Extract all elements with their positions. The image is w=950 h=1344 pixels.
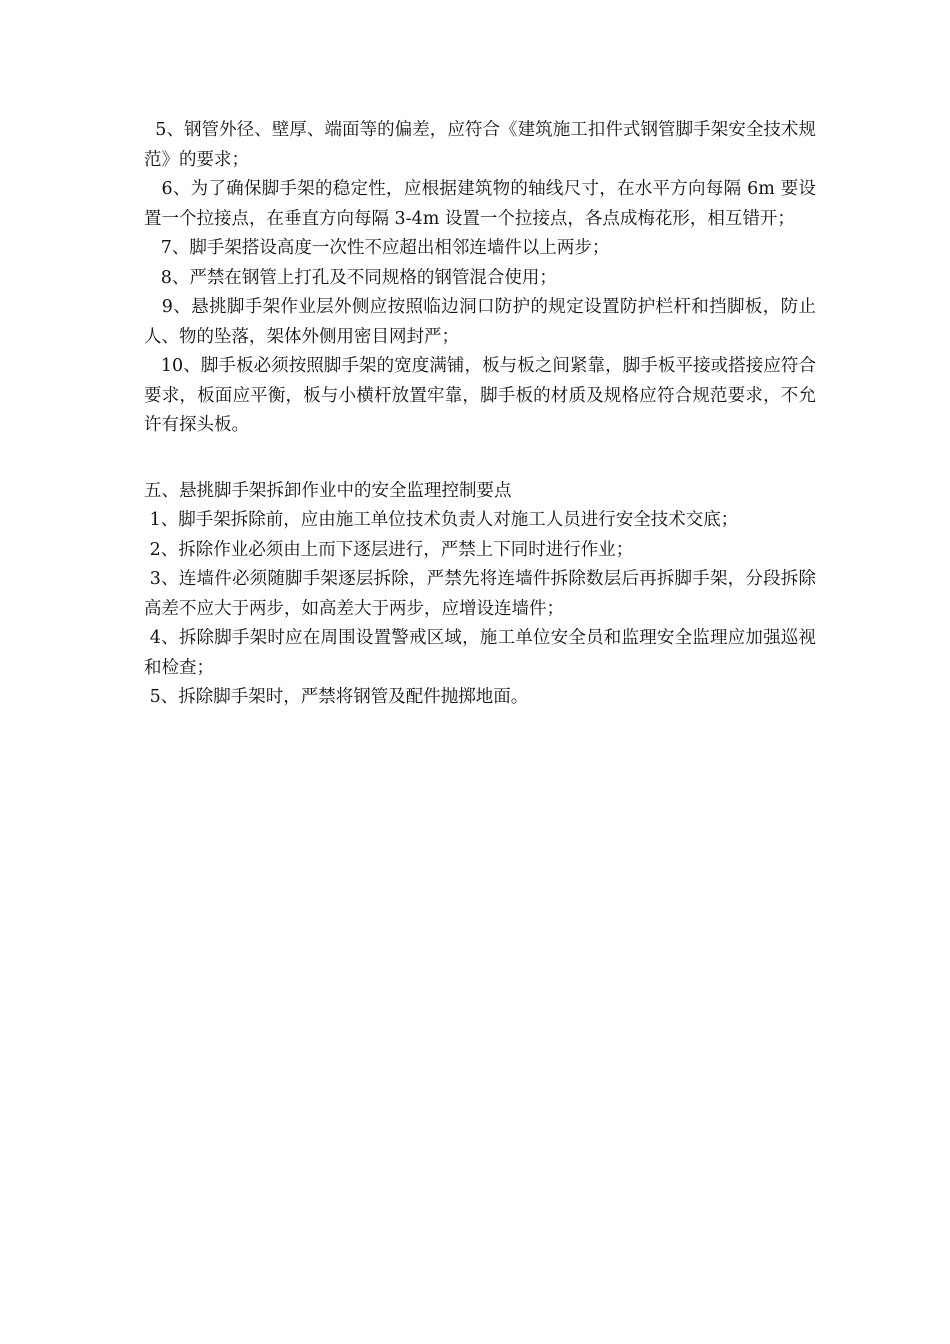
paragraph-dismantle-item-5: 5、拆除脚手架时，严禁将钢管及配件抛掷地面。 [144,687,529,707]
document-body [144,116,816,713]
paragraph-dismantle-item-1: 1、脚手架拆除前，应由施工单位技术负责人对施工人员进行安全技术交底； [144,510,739,530]
paragraph-item-6-tie-points: 6、为了确保脚手架的稳定性，应根据建筑物的轴线尺寸，在水平方向每隔 6m 要设置一个拉接点，在垂直方向每隔 3-4m 设置一个拉接点，各点成梅花形，相互错开； [144,179,816,229]
paragraph-dismantle-item-2: 2、拆除作业必须由上而下逐层进行，严禁上下同时进行作业； [144,539,634,560]
paragraph-item-7-height-limit: 7、脚手架搭设高度一次性不应超出相邻连墙件以上两步； [144,238,610,258]
section-heading: 五、悬挑脚手架拆卸作业中的安全监理控制要点 [144,480,512,501]
paragraph-item-9-guardrail: 9、悬挑脚手架作业层外侧应按照临边洞口防护的规定设置防护栏杆和挡脚板，防止人、物的坠落，架体外侧用密目网封严； [144,297,816,347]
paragraph-dismantle-item-4: 4、拆除脚手架时应在周围设置警戒区域，施工单位安全员和监理安全监理应加强巡视和检查； [144,628,816,678]
section-spacer [144,441,816,477]
paragraph-item-5-steel-tube: 5、钢管外径、壁厚、端面等的偏差，应符合《建筑施工扣件式钢管脚手架安全技术规范》的要求； [144,120,816,170]
paragraph-item-10-scaffold-board: 10、脚手板必须按照脚手架的宽度满铺，板与板之间紧靠，脚手板平接或搭接应符合要求，板面应平衡，板与小横杆放置牢靠，脚手板的材质及规格应符合规范要求，不允许有探头板。 [144,356,816,435]
paragraph-dismantle-item-3: 3、连墙件必须随脚手架逐层拆除，严禁先将连墙件拆除数层后再拆脚手架，分段拆除高差不应大于两步，如高差大于两步，应增设连墙件； [144,569,816,619]
paragraph-item-8-no-drilling: 8、严禁在钢管上打孔及不同规格的钢管混合使用； [144,267,557,288]
